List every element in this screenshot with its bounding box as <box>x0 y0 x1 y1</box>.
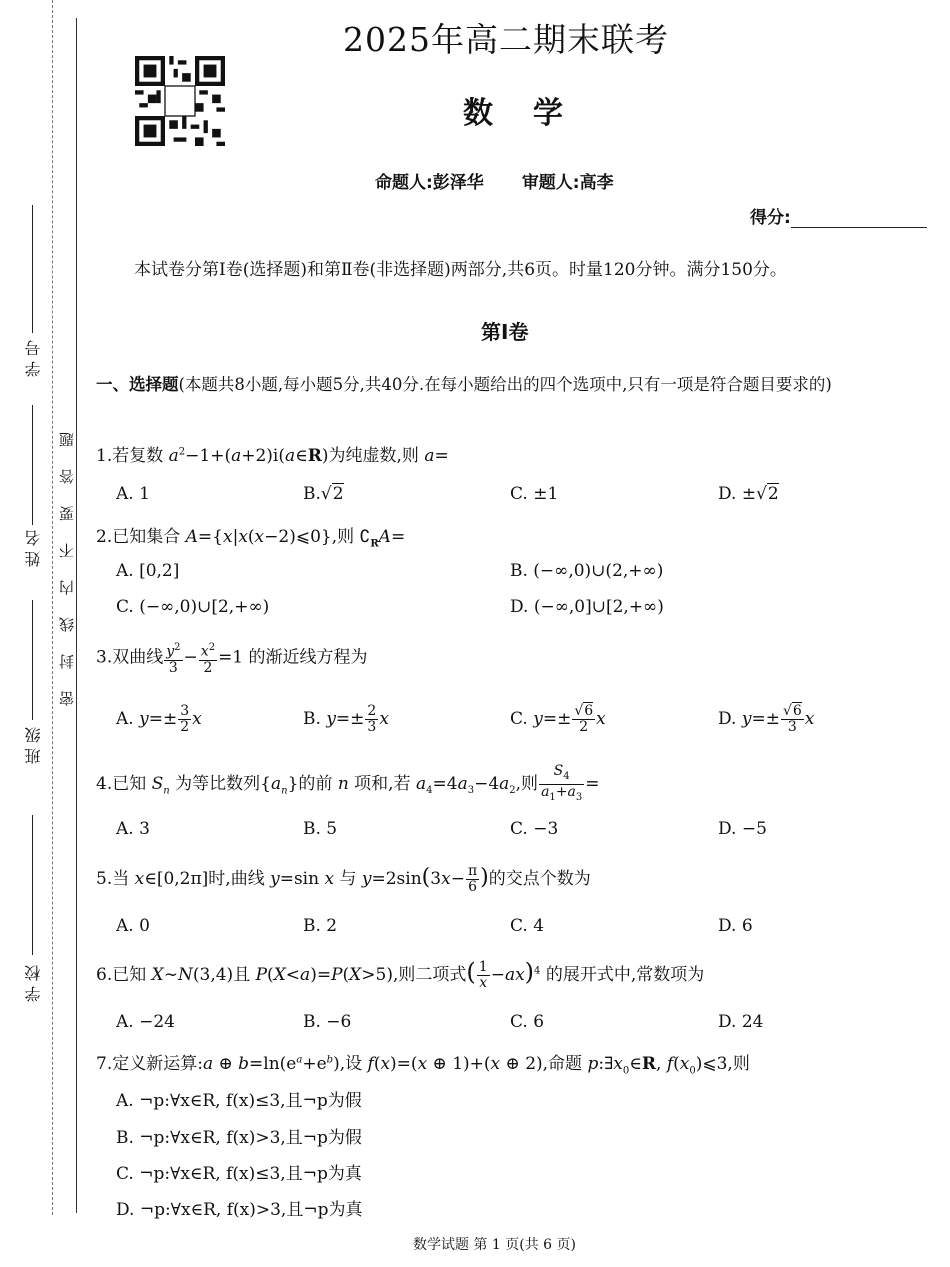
q2-option-b: B. (−∞,0)∪(2,+∞) <box>510 561 664 581</box>
subject-title: 数学 <box>463 96 603 131</box>
class-label: 班 级 <box>24 727 43 765</box>
q2-option-c: C. (−∞,0)∪[2,+∞) <box>116 597 270 617</box>
q5-option-b: B. 2 <box>303 916 338 936</box>
score-blank <box>791 227 927 228</box>
q4-option-c: C. −3 <box>510 819 559 839</box>
q6-option-a: A. −24 <box>116 1012 175 1032</box>
q4-option-b: B. 5 <box>303 819 338 839</box>
question-1: 1.若复数 $a^2-1+(a+2)i(a\in R)$为纯虚数,则 a= <box>96 446 449 466</box>
question-3: 3.双曲线 $\frac{y^2}{3}$ − $\frac{x^2}{2}$ =1 的渐近线方程为 <box>96 642 368 676</box>
student-id-label: 学 号 <box>24 340 43 378</box>
author-line <box>375 168 652 193</box>
q7-option-b: B. ¬p:∀x∈R, f(x)>3,且¬p为假 <box>116 1128 362 1148</box>
q1-option-c: C. ±1 <box>510 484 559 504</box>
q3-option-a: A. y=± $\frac{3}{2}$ x <box>116 703 202 735</box>
q1-option-b: B.√2 <box>303 484 344 504</box>
score-label: 得分: <box>750 208 791 228</box>
q3-option-b: B. y=± $\frac{2}{3}$ x <box>303 703 389 735</box>
q3-option-d: D. y=± $\frac{√6}{3}$ x <box>718 703 815 735</box>
reviewer: 审题人:高李 <box>521 173 614 193</box>
q6-option-d: D. 24 <box>718 1012 764 1032</box>
q1-option-d: D. ±√2 <box>718 484 779 504</box>
q5-option-a: A. 0 <box>116 916 150 936</box>
name-blank <box>32 405 33 525</box>
q6-option-b: B. −6 <box>303 1012 352 1032</box>
school-label: 学 校 <box>24 965 43 1003</box>
q7-option-d: D. ¬p:∀x∈R, f(x)>3,且¬p为真 <box>116 1200 363 1220</box>
q3-option-c: C. y=± $\frac{√6}{2}$ x <box>510 703 606 735</box>
school-blank <box>32 815 33 955</box>
section-title: 一、选择题 <box>96 375 179 394</box>
author: 命题人:彭泽华 <box>375 173 484 193</box>
question-5: 5.当 x∈[0,2π]时,曲线 y=sin x 与 y=2sin(3x− $\frac{\pi}{6}$ )的交点个数为 <box>96 863 591 895</box>
exam-title: 2025年高二期末联考 <box>343 20 669 59</box>
q1-option-a: A. 1 <box>116 484 150 504</box>
student-id-blank <box>32 205 33 333</box>
class-blank <box>32 600 33 720</box>
q2-option-a: A. [0,2] <box>116 561 180 581</box>
section-note: (本题共8小题,每小题5分,共40分.在每小题给出的四个选项中,只有一项是符合题目要求的) <box>178 375 832 394</box>
q4-option-d: D. −5 <box>718 819 767 839</box>
q7-option-a: A. ¬p:∀x∈R, f(x)≤3,且¬p为假 <box>116 1091 362 1111</box>
q7-option-c: C. ¬p:∀x∈R, f(x)≤3,且¬p为真 <box>116 1164 362 1184</box>
question-2: 2.已知集合 A={x|x(x−2)⩽0},则 $∁_RA=$ <box>96 527 406 550</box>
question-6: 6.已知 X∼N(3,4)且 P(X<a)=P(X>5),则二项式( $\frac{1}{x}$ −ax)$^4$ 的展开式中,常数项为 <box>96 958 705 991</box>
q5-option-d: D. 6 <box>718 916 753 936</box>
question-7: 7.定义新运算:a ⊕ $b=\ln(e^a+e^b)$,设 f(x)=(x ⊕ 1)+(x ⊕ 2),命题 $p:\exists x_0\in R$, $f(x_0)⩽3$,则 <box>96 1054 750 1077</box>
qr-code-icon <box>135 56 225 146</box>
q5-option-c: C. 4 <box>510 916 545 936</box>
exam-intro: 本试卷分第Ⅰ卷(选择题)和第Ⅱ卷(非选择题)两部分,共6页。时量120分钟。满分150分。 <box>134 260 787 280</box>
question-4: 4.已知 $S_n$ 为等比数列$\{a_n\}$的前 n 项和,若 $a_4=4a_3-4a_2$,则 $\frac{S_4}{a_1+a_3}$ = <box>96 763 600 803</box>
seal-notice: 密封线内不要答题 <box>58 410 76 706</box>
q6-option-c: C. 6 <box>510 1012 545 1032</box>
q4-option-a: A. 3 <box>116 819 150 839</box>
section-heading <box>96 368 941 401</box>
q2-option-d: D. (−∞,0]∪[2,+∞) <box>510 597 664 617</box>
page-footer: 数学试题 第 1 页(共 6 页) <box>413 1237 576 1253</box>
part-title: 第Ⅰ卷 <box>481 320 529 344</box>
score-field <box>750 203 927 228</box>
name-label: 姓 名 <box>24 530 43 568</box>
binding-dashed-line <box>52 0 53 1215</box>
